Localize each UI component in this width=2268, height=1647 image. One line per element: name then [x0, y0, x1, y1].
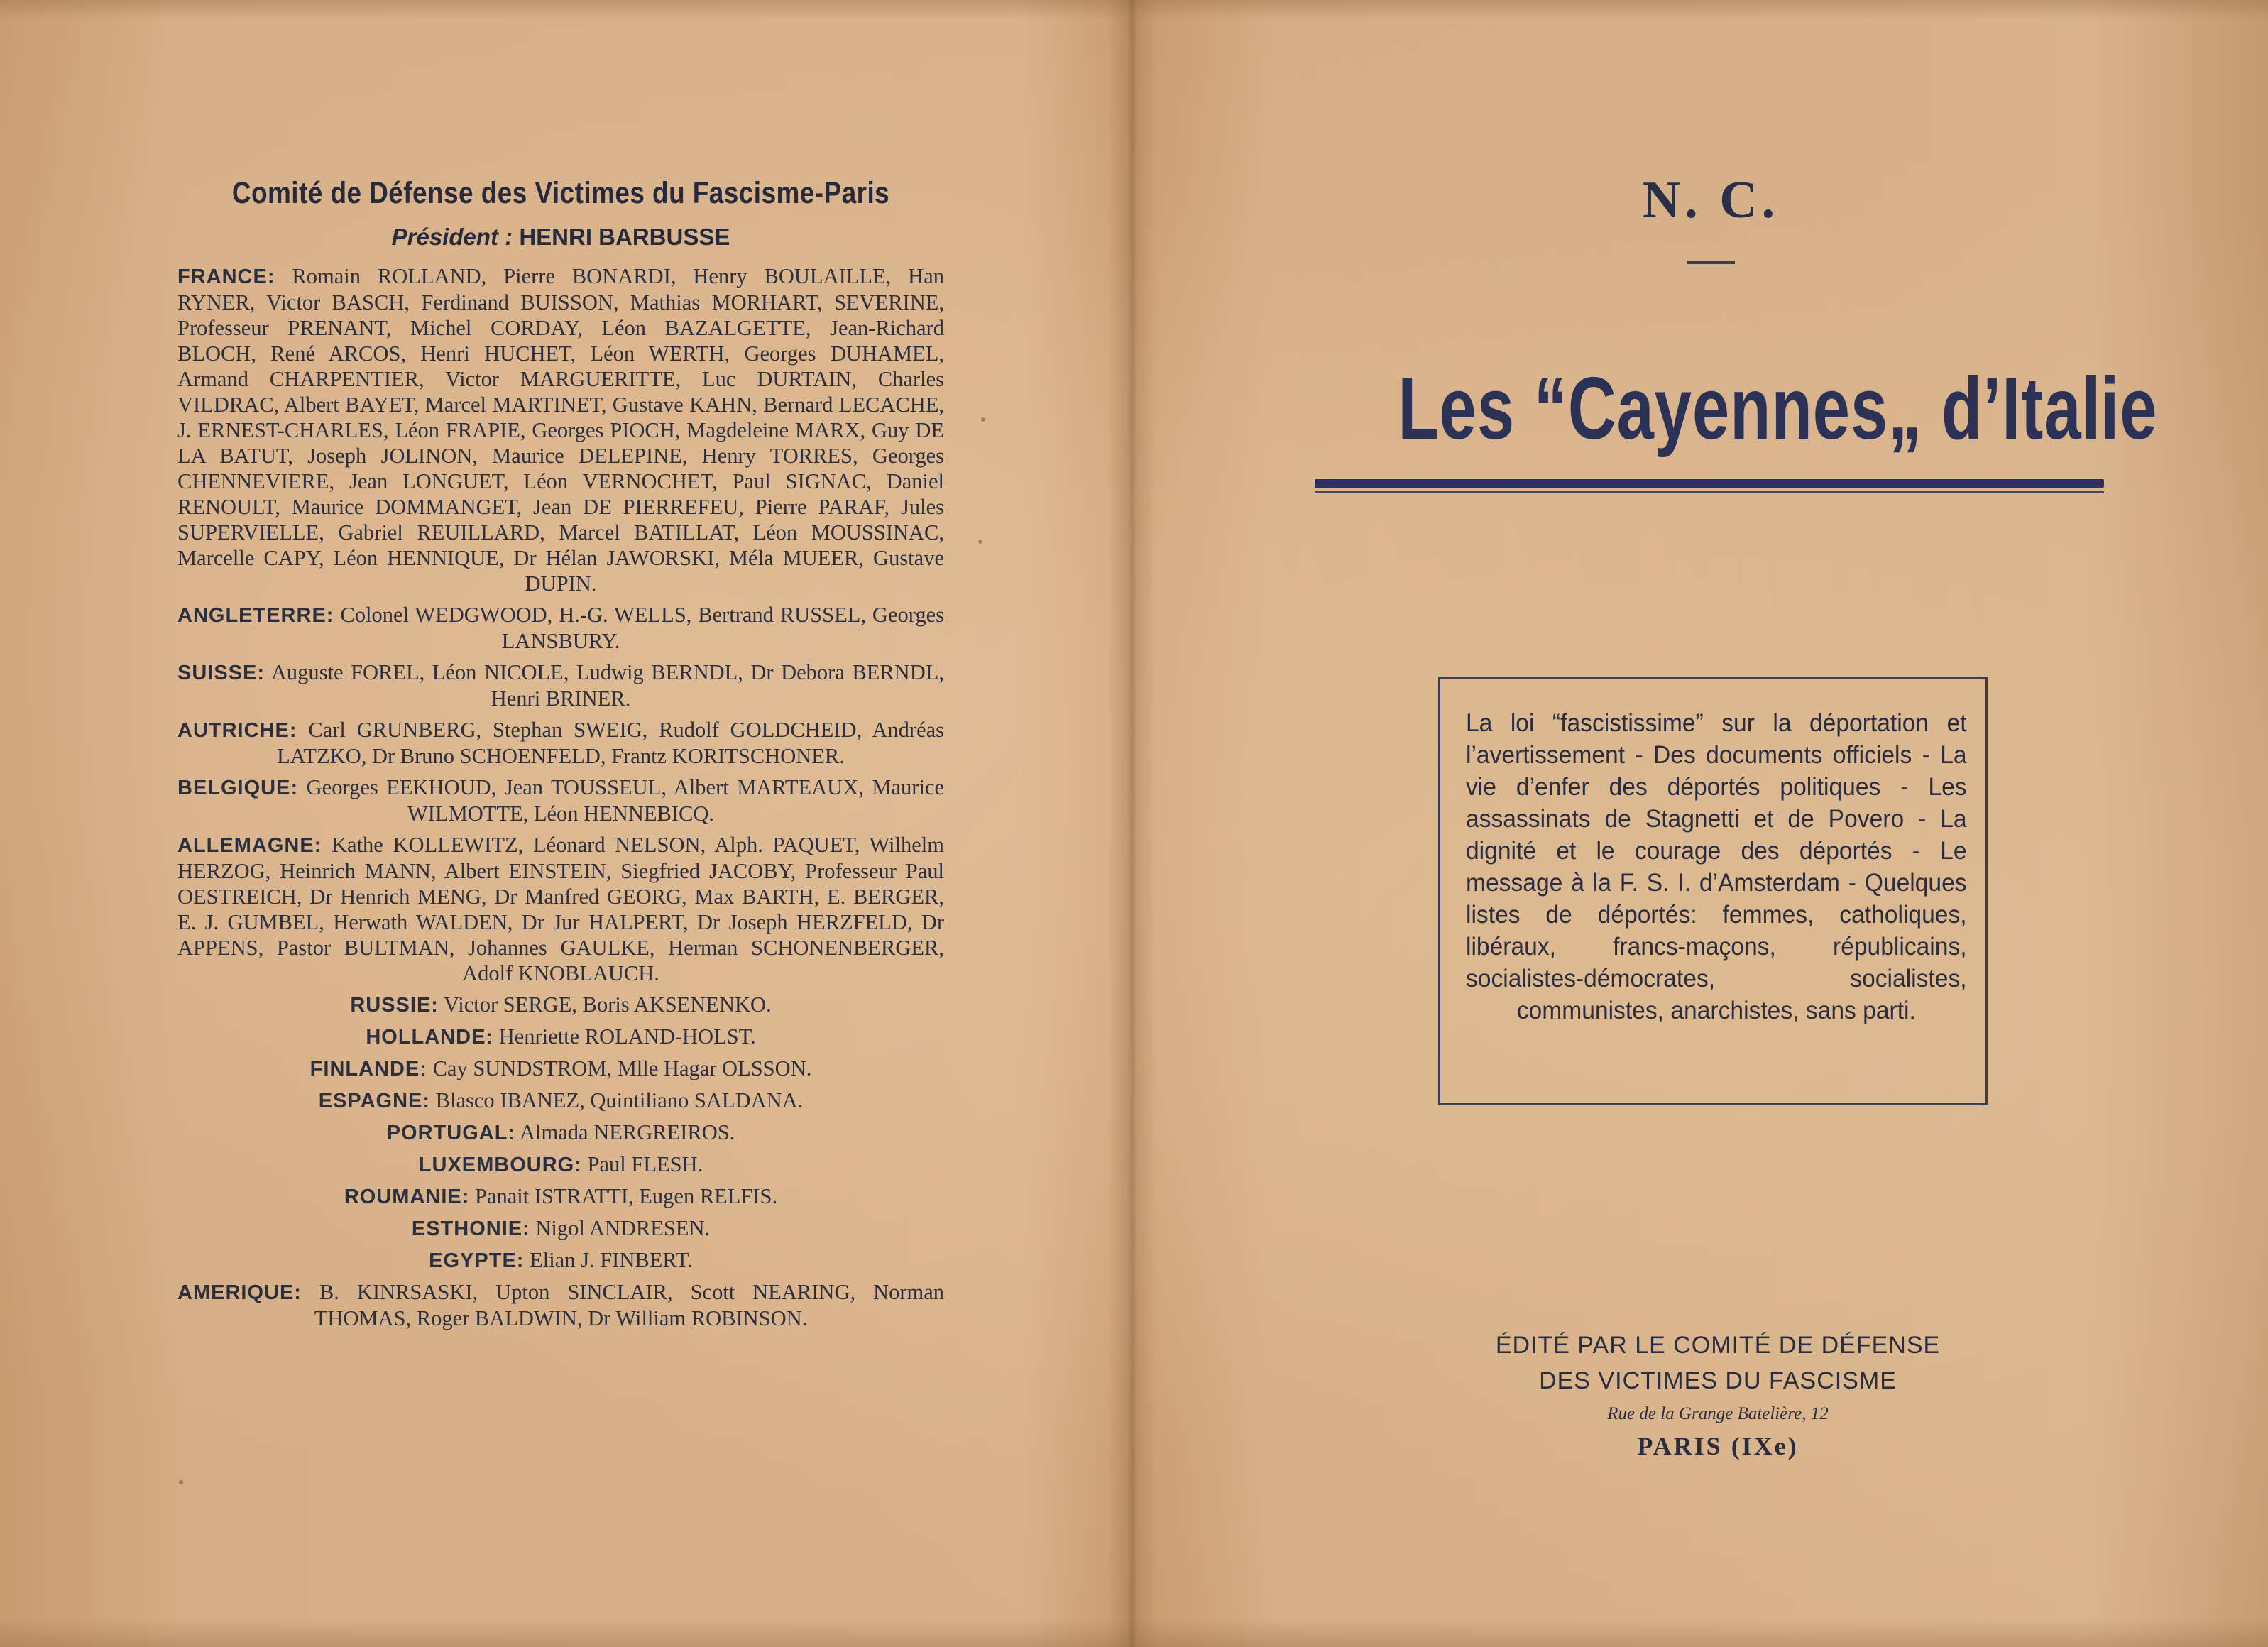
committee-title: Comité de Défense des Victimes du Fascisme-Paris — [231, 176, 890, 210]
country-members: Colonel WEDGWOOD, H.-G. WELLS, Bertrand RUSSEL, Georges LANSBURY. — [340, 603, 944, 653]
country-name: AMERIQUE: — [177, 1281, 302, 1304]
country-name: LUXEMBOURG: — [418, 1154, 582, 1176]
country-members: B. KINRSASKI, Upton SINCLAIR, Scott NEARING, Norman THOMAS, Roger BALDWIN, Dr William ROBINSON. — [314, 1280, 944, 1330]
paper-speck — [981, 417, 985, 422]
country-members: Victor SERGE, Boris AKSENENKO. — [444, 992, 772, 1017]
country-entry — [177, 1279, 944, 1331]
president-name: HENRI BARBUSSE — [519, 224, 730, 250]
country-entry — [177, 1247, 944, 1274]
country-entry — [177, 992, 944, 1018]
author-initials: N. C. — [1642, 171, 1780, 229]
president-line — [177, 224, 944, 251]
country-entry — [177, 602, 944, 654]
country-members: Kathe KOLLEWITZ, Léonard NELSON, Alph. PAQUET, Wilhelm HERZOG, Heinrich MANN, Albert EINSTEIN, Siegfried JACOBY, Professeur Paul OESTREICH, Dr Henrich MENG, Dr Manfred GEORG, Max BARTH, E. BERGER, E. J. GUMBEL, Herwath WALDEN, Dr Jur HALPERT, Dr Joseph HERZFELD, Dr APPENS, Pastor BULTMAN, Johannes GAULKE, Herman SCHONENBERGER, Adolf KNOBLAUCH. — [177, 833, 944, 985]
country-members: Paul FLESH. — [587, 1152, 703, 1176]
publisher-block — [1434, 1328, 2002, 1462]
title-underline — [1315, 479, 2104, 488]
country-members: Auguste FOREL, Léon NICOLE, Ludwig BERNDL, Dr Debora BERNDL, Henri BRINER. — [270, 660, 944, 711]
country-name: ROUMANIE: — [344, 1186, 470, 1208]
country-members: Panait ISTRATTI, Eugen RELFIS. — [475, 1184, 778, 1208]
country-name: ALLEMAGNE: — [177, 834, 322, 857]
country-members: Nigol ANDRESEN. — [535, 1216, 711, 1240]
country-members: Carl GRUNBERG, Stephan SWEIG, Rudolf GOLDCHEID, Andréas LATZKO, Dr Bruno SCHOENFELD, Frantz KORITSCHONER. — [277, 718, 944, 768]
country-members: Blasco IBANEZ, Quintiliano SALDANA. — [435, 1088, 804, 1112]
country-name: SUISSE: — [177, 662, 265, 684]
publisher-line-1: ÉDITÉ PAR LE COMITÉ DE DÉFENSE — [1495, 1332, 1941, 1359]
summary-text: La loi “fascistissime” sur la déportation et l’avertissement - Des documents officiels - La vie d’enfer des déportés politiques - Les assassinats de Stagnetti et de Povero - La dignité et le courage des déportés - Le message à la F. S. I. d’Amsterdam - Quelques listes de déportés: femmes, catholiques, libéraux, francs-maçons, républicains, socialistes-démocrates, socialistes, communistes, anarchistes, sans parti. — [1466, 709, 1967, 1024]
publisher-address: Rue de la Grange Batelière, 12 — [1607, 1404, 1829, 1423]
country-name: PORTUGAL: — [386, 1122, 516, 1144]
country-name: ESTHONIE: — [411, 1218, 530, 1240]
country-entry — [177, 1151, 944, 1178]
country-name: ANGLETERRE: — [177, 604, 334, 627]
country-members: Romain ROLLAND, Pierre BONARDI, Henry BOULAILLE, Han RYNER, Victor BASCH, Ferdinand BUISSON, Mathias MORHART, SEVERINE, Professeur PRENANT, Michel CORDAY, Léon BAZALGETTE, Jean-Richard BLOCH, René ARCOS, Henri HUCHET, Léon WERTH, Georges DUHAMEL, Armand CHARPENTIER, Victor MARGUERITTE, Luc DURTAIN, Charles VILDRAC, Albert BAYET, Marcel MARTINET, Gustave KAHN, Bernard LECACHE, J. ERNEST-CHARLES, Léon FRAPIE, Georges PIOCH, Magdeleine MARX, Guy DE LA BATUT, Joseph JOLINON, Maurice DELEPINE, Henry TORRES, Georges CHENNEVIERE, Jean LONGUET, Léon VERNOCHET, Paul SIGNAC, Daniel RENOULT, Maurice DOMMANGET, Jean DE PIERREFEU, Pierre PARAF, Jules SUPERVIELLE, Gabriel REUILLARD, Marcel BATILLAT, Léon MOUSSINAC, Marcelle CAPY, Léon HENNIQUE, Dr Hélan JAWORSKI, Méla MUEER, Gustave DUPIN. — [177, 264, 944, 596]
country-members: Elian J. FINBERT. — [530, 1248, 693, 1272]
country-entry — [177, 775, 944, 826]
publisher-line-2: DES VICTIMES DU FASCISME — [1539, 1367, 1897, 1394]
country-members: Cay SUNDSTROM, Mlle Hagar OLSSON. — [432, 1056, 812, 1080]
country-entry — [177, 263, 944, 596]
country-members: Georges EEKHOUD, Jean TOUSSEUL, Albert MARTEAUX, Maurice WILMOTTE, Léon HENNEBICQ. — [306, 775, 944, 826]
country-name: BELGIQUE: — [177, 777, 299, 799]
country-name: FRANCE: — [177, 266, 275, 288]
country-members: Almada NERGREIROS. — [520, 1120, 735, 1144]
country-entry — [177, 1183, 944, 1210]
country-name: HOLLANDE: — [366, 1026, 494, 1049]
book-title: Les “Cayennes„ d’Italie — [1398, 360, 2158, 458]
country-name: ESPAGNE: — [318, 1090, 431, 1112]
country-entry — [177, 1120, 944, 1146]
country-name: EGYPTE: — [429, 1249, 525, 1272]
country-entry — [177, 1056, 944, 1082]
author-rule — [1687, 261, 1735, 264]
summary-box — [1438, 677, 1988, 1105]
country-entry — [177, 1215, 944, 1242]
paper-speck — [179, 1480, 183, 1484]
country-members: Henriette ROLAND-HOLST. — [498, 1024, 756, 1049]
country-entry — [177, 660, 944, 711]
country-entry — [177, 717, 944, 769]
committee-members-page — [177, 176, 944, 1337]
paper-speck — [978, 540, 982, 544]
country-name: RUSSIE: — [350, 994, 439, 1017]
publisher-city: PARIS (IXe) — [1637, 1432, 1799, 1460]
country-name: AUTRICHE: — [177, 719, 297, 742]
country-name: FINLANDE: — [309, 1058, 427, 1080]
spine-fold — [1107, 0, 1157, 1647]
president-label: Président : — [391, 224, 513, 250]
country-entry — [177, 1024, 944, 1050]
country-entry — [177, 832, 944, 986]
title-underline-thin — [1315, 491, 2104, 493]
country-list — [177, 263, 944, 1331]
country-entry — [177, 1088, 944, 1114]
